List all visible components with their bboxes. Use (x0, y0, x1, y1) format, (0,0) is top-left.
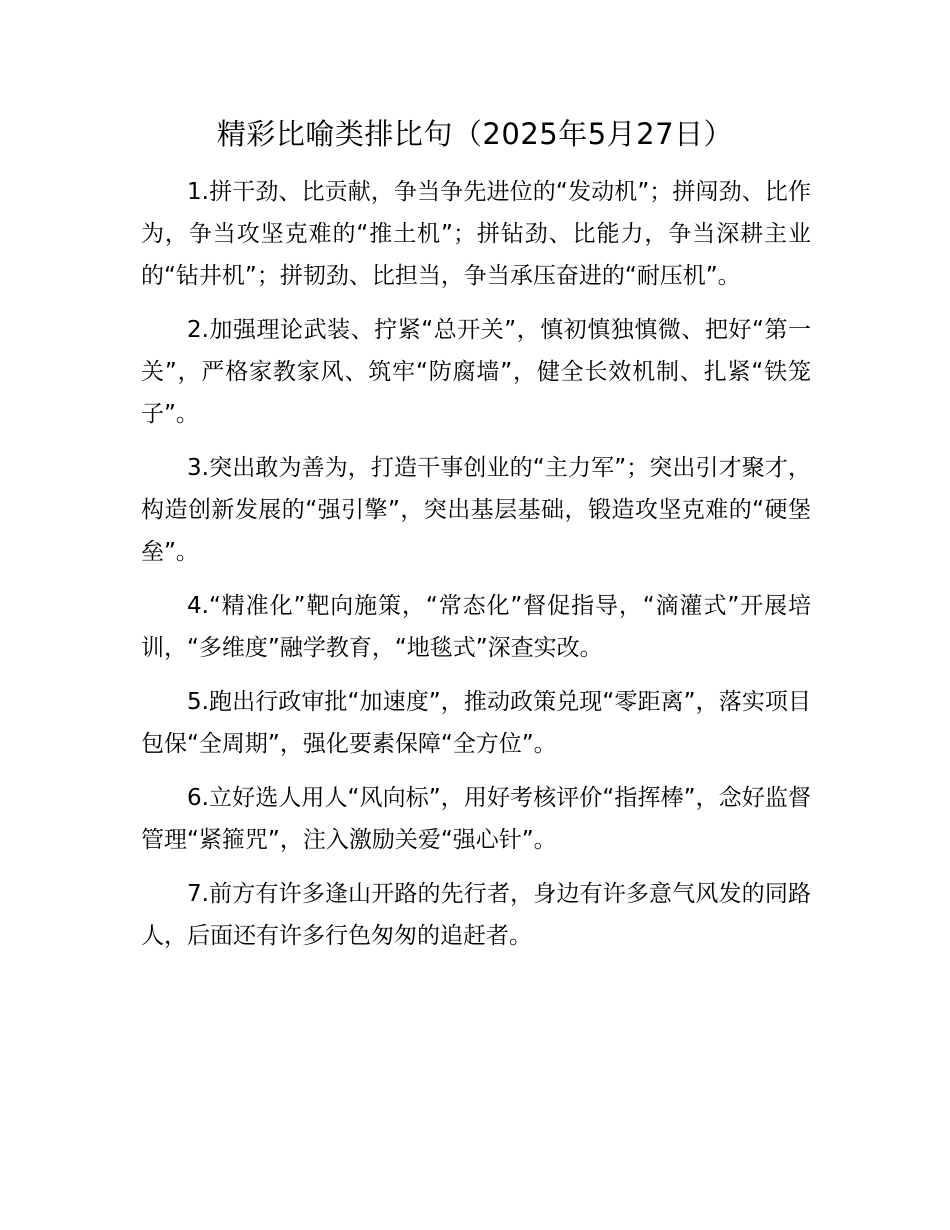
paragraph-4: 4.“精准化”靶向施策，“常态化”督促指导，“滴灌式”开展培训，“多维度”融学教育，“地毯式”深查实改。 (141, 593, 811, 661)
document-body (141, 171, 811, 969)
paragraph-6: 6.立好选人用人“风向标”，用好考核评价“指挥棒”，念好监督管理“紧箍咒”，注入激励关爱“强心针”。 (141, 785, 811, 853)
paragraph-1: 1.拼干劲、比贡献，争当争先进位的“发动机”；拼闯劲、比作为，争当攻坚克难的“推土机”；拼钻劲、比能力，争当深耕主业的“钻井机”；拼韧劲、比担当，争当承压奋进的“耐压机”。 (141, 179, 811, 289)
paragraph-5: 5.跑出行政审批“加速度”，推动政策兑现“零距离”，落实项目包保“全周期”，强化要素保障“全方位”。 (141, 689, 811, 757)
paragraph-7: 7.前方有许多逢山开路的先行者，身边有许多意气风发的同路人，后面还有许多行色匆匆的追赶者。 (141, 881, 811, 949)
document-title: 精彩比喻类排比句（2025年5月27日） (216, 117, 734, 151)
paragraph-3: 3.突出敢为善为，打造干事创业的“主力军”；突出引才聚才，构造创新发展的“强引擎”，突出基层基础，锻造攻坚克难的“硬堡垒”。 (141, 455, 811, 565)
paragraph-2: 2.加强理论武装、拧紧“总开关”，慎初慎独慎微、把好“第一关”，严格家教家风、筑牢“防腐墙”，健全长效机制、扎紧“铁笼子”。 (141, 317, 811, 427)
